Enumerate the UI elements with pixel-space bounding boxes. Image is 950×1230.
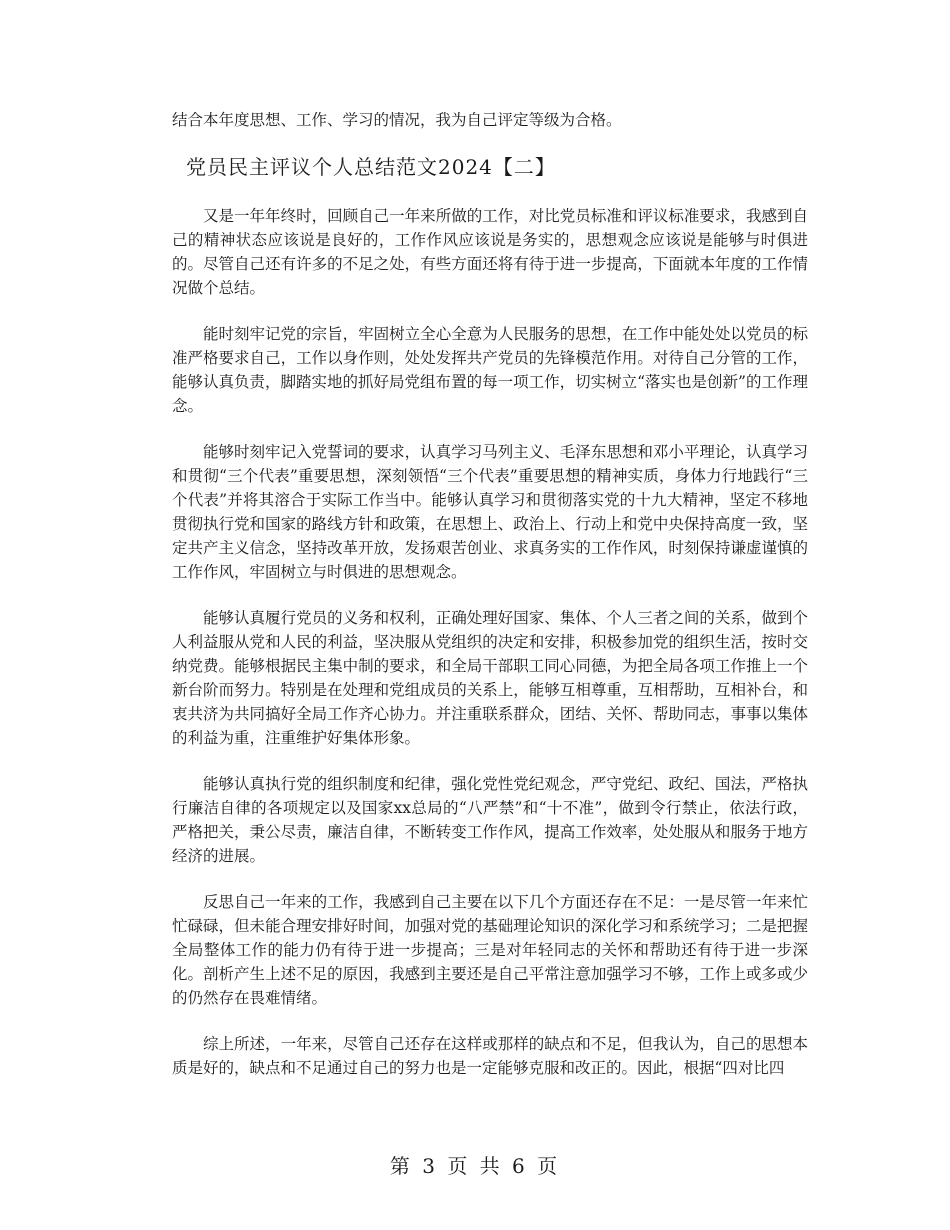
document-body bbox=[172, 108, 808, 1102]
paragraph-1: 又是一年年终时，回顾自己一年来所做的工作，对比党员标准和评议标准要求，我感到自己的精神状态应该说是良好的，工作作风应该说是务实的，思想观念应该说是能够与时俱进的。尽管自己还有许多的不足之处，有些方面还将有待于进一步提高，下面就本年度的工作情况做个总结。 bbox=[172, 207, 808, 297]
paragraph-4: 能够认真履行党员的义务和权利，正确处理好国家、集体、个人三者之间的关系，做到个人利益服从党和人民的利益，坚决服从党组织的决定和安排，积极参加党的组织生活，按时交纳党费。能够根据民主集中制的要求，和全局干部职工同心同德，为把全局各项工作推上一个新台阶而努力。特别是在处理和党组成员的关系上，能够互相尊重，互相帮助，互相补台，和衷共济为共同搞好全局工作齐心协力。并注重联系群众，团结、关怀、帮助同志，事事以集体的利益为重，注重维护好集体形象。 bbox=[172, 609, 808, 747]
lead-line: 结合本年度思想、工作、学习的情况，我为自己评定等级为合格。 bbox=[172, 111, 622, 129]
paragraph-6: 反思自己一年来的工作，我感到自己主要在以下几个方面还存在不足：一是尽管一年来忙忙碌碌，但未能合理安排好时间，加强对党的基础理论知识的深化学习和系统学习；二是把握全局整体工作的能力仍有待于进一步提高；三是对年轻同志的关怀和帮助还有待于进一步深化。剖析产生上述不足的原因，我感到主要还是自己平常注意加强学习不够，工作上或多或少的仍然存在畏难情绪。 bbox=[172, 893, 808, 1007]
paragraph-3: 能够时刻牢记入党誓词的要求，认真学习马列主义、毛泽东思想和邓小平理论，认真学习和贯彻“三个代表”重要思想，深刻领悟“三个代表”重要思想的精神实质，身体力行地践行“三个代表”并将其溶合于实际工作当中。能够认真学习和贯彻落实党的十九大精神，坚定不移地贯彻执行党和国家的路线方针和政策，在思想上、政治上、行动上和党中央保持高度一致，坚定共产主义信念，坚持改革开放，发扬艰苦创业、求真务实的工作作风，时刻保持谦虚谨慎的工作作风，牢固树立与时俱进的思想观念。 bbox=[172, 443, 808, 581]
paragraph-2: 能时刻牢记党的宗旨，牢固树立全心全意为人民服务的思想，在工作中能处处以党员的标准严格要求自己，工作以身作则，处处发挥共产党员的先锋模范作用。对待自己分管的工作，能够认真负责，脚踏实地的抓好局党组布置的每一项工作，切实树立“落实也是创新”的工作理念。 bbox=[172, 325, 808, 415]
section-title: 党员民主评议个人总结范文2024【二】 bbox=[186, 155, 556, 179]
paragraph-7: 综上所述，一年来，尽管自己还存在这样或那样的缺点和不足，但我认为，自己的思想本质是好的，缺点和不足通过自己的努力也是一定能够克服和改正的。因此，根据“四对比四 bbox=[172, 1035, 808, 1077]
paragraph-5: 能够认真执行党的组织制度和纪律，强化党性党纪观念，严守党纪、政纪、国法，严格执行廉洁自律的各项规定以及国家xx总局的“八严禁”和“十不准”，做到令行禁止，依法行政，严格把关，秉公尽责，廉洁自律，不断转变工作作风，提高工作效率，处处服从和服务于地方经济的进展。 bbox=[172, 775, 808, 865]
page-number-footer: 第 3 页 共 6 页 bbox=[389, 1154, 561, 1178]
